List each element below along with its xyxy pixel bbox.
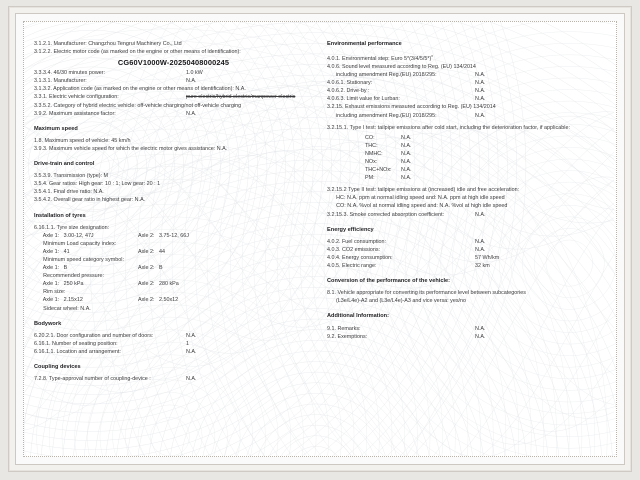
pollutant-name: NMHC: [365,150,383,157]
entry-label: 4.0.1. Environmental step: Euro $5*(3/4/5/5*)^x$ [327,54,433,62]
heading-conversion: Conversion of the performance of the vehicle: [327,278,451,285]
tyre-axle2: Axle 2: B [138,265,163,272]
page-middle-frame [15,13,625,465]
entry-row [34,375,313,383]
entry-row [327,289,606,297]
text-line: Recommended pressure: [34,273,105,280]
entry-label: 7.2.8. Type-approval number of coupling-device : [34,376,151,383]
pollutant-row [327,142,606,150]
entry-label: 4.0.6.3. Limit value for Lurban: [327,96,400,103]
coupling-entries [34,375,313,383]
entry-label: 3.1.3.2. Application code (as marked on the engine or other means of identification): N.A. [34,86,246,93]
entry-row [34,93,313,101]
entry-value: N.A. [475,88,486,95]
tyre-axle2: Axle 2: 280 kPa [138,281,179,288]
entry-label: including amendment Reg.(EU) 2018/295: [327,72,437,79]
entry-label: 9.2. Exemptions: [327,333,368,340]
entry-value: N.A. [475,96,486,103]
entry-label: including amendment Reg.(EU) 2018/295: [327,112,437,119]
pollutant-row [327,166,606,174]
entry-value: N.A. [186,110,197,117]
drive-train-entries [34,172,313,204]
entry-row [327,238,606,246]
entry-label: 6.16.1. Number of seating position: [34,340,118,347]
entry-label: 6.20.2.1. Door configuration and number of doors: [34,332,154,339]
entry-row [327,325,606,333]
text-line: 6.16.1.1. Tyre size designation: [34,224,110,231]
entry-label: 4.0.6.1. Stationary: [327,80,373,87]
heading-energy-efficiency: Energy efficiency [327,226,374,233]
max-speed-entries [34,137,313,153]
document-content [24,22,616,456]
entry-label: 3.9.2. Maximum assistance factor: [34,110,116,117]
environmental-entries [327,52,606,120]
entry-value: N.A. [475,211,486,218]
text-line: 3.2.15.2 Type II test: tailpipe emissions at (increased) idle and free acceleration: [327,187,520,194]
entry-label: 3.5.4.1. Final drive ratio: N.A. [34,189,104,196]
pollutant-name: THC: [365,142,378,149]
entry-label: 3.2.15. Exhaust emissions measured according to Reg. (EU) 134/2014 [327,104,496,111]
entry-row [327,262,606,270]
entry-label: 4.0.6.2. Drive-by : [327,88,370,95]
entry-row [34,196,313,204]
entry-row [34,48,313,56]
entry-label: 3.1.2.2. Electric motor code (as marked on the engine or other means of identification): [34,49,241,56]
entry-label: 6.16.1.1. Location and arrangement: [34,348,121,355]
entry-row [327,112,606,120]
tyre-axle-row [34,296,313,304]
entry-value: N.A. [186,332,197,339]
entry-row [327,333,606,341]
energy-efficiency-entries [327,238,606,270]
electric-motor-code: CG60V1000W-20250408000245 [117,58,230,68]
entry-label: 4.0.5. Electric range: [327,263,377,270]
entry-value: N.A. [186,348,197,355]
pollutant-value: N.A. [401,134,412,141]
entry-value: N.A. [475,80,486,87]
tyre-axle1: Axle 1: 41 [34,248,70,255]
entry-value: 1.0 kW [186,70,203,77]
entry-label: 8.1. Vehicle appropriate for converting its performance level between subcategories [327,290,526,297]
tyre-axle-row [34,248,313,256]
left-after-code-entries [34,69,313,118]
entry-row [327,95,606,103]
page-inner-frame [23,21,617,457]
entry-row [34,110,313,118]
entry-value: N.A. [475,72,486,79]
pollutant-name: THC+NOx: [365,167,392,174]
pollutant-row [327,174,606,182]
heading-additional-information: Additional Information: [327,313,389,320]
right-column [323,40,606,446]
entry-row [327,297,606,305]
entry-label: (L3e/L4e)-A2 and (L3e/L4e)-A3 and vice versa: yes/no [327,298,467,305]
entry-value: 57 Wh/km [475,254,500,261]
pollutant-value: N.A. [401,159,412,166]
page-outer-frame [8,6,632,472]
entry-row [327,79,606,87]
entry-label: 3.5.3.9. Transmission (type): M [34,173,108,180]
text-line: 3.2.15.1. Type I test: tailpipe emissions after cold start, including the deterioration factor, if applicable: [327,124,571,131]
entry-label: 1.8. Maximum speed of vehicle: 45 km/h [34,137,131,144]
pollutant-name: PM: [365,175,375,182]
entry-value: N.A. [186,376,197,383]
type2-test-block [327,186,606,218]
tyre-axle2: Axle 2: 2.50x12 [138,297,179,304]
pollutant-value: N.A. [401,167,412,174]
entry-label: 4.0.2. Fuel consumption: [327,238,387,245]
entry-row [327,254,606,262]
entry-row [34,348,313,356]
text-line: Sidecar wheel: N.A. [34,305,91,312]
bodywork-entries [34,332,313,356]
heading-maximum-speed: Maximum speed [34,125,78,132]
entry-row [34,85,313,93]
pollutant-value: N.A. [401,175,412,182]
entry-value: 1 [186,340,189,347]
pollutant-row [327,158,606,166]
text-line: Rim size: [34,289,66,296]
text-line: Minimum Load capacity index: [34,240,117,247]
entry-value: N.A. [186,78,197,85]
entry-row [327,246,606,254]
tyre-axle1: Axle 1: B [34,265,68,272]
text-line: CO: N.A. %vol at normal idling speed and: N.A. %vol at high idle speed [327,203,508,210]
tyre-axle1: Axle 1: 250 kPa [34,281,84,288]
footnote-marker: x [431,54,433,59]
tyre-axle-row [34,264,313,272]
pollutant-value: N.A. [401,150,412,157]
entry-value: pure electric/hybrid electric/manpower electric [186,94,296,101]
entry-row [34,172,313,180]
entry-value: N.A. [475,333,486,340]
entry-row [34,69,313,77]
entry-label: 3.3.3.4. 46/30 minutes power: [34,70,106,77]
entry-row [327,87,606,95]
entry-row [327,52,606,63]
entry-label: 3.9.3. Maximum vehicle speed for which the electric motor gives assistance: N.A. [34,145,228,152]
tyre-axle-row [34,280,313,288]
pollutant-row [327,150,606,158]
entry-label: 3.3.5.2. Category of hybrid electric vehicle: off-vehicle charging/not off-vehicle charging [34,102,242,109]
heading-bodywork: Bodywork [34,320,62,327]
entry-label: 3.5.4. Gear ratios: High gear: 10 : 1; Low gear: 20 : 1 [34,181,161,188]
additional-information-entries [327,325,606,341]
tyre-axle1: Axle 1: 2.15x12 [34,297,83,304]
entry-row [34,145,313,153]
entry-label: 3.1.2.1. Manufacturer: Changzhou Tengrui Machinery Co., Ltd [34,41,182,47]
heading-environmental-performance: Environmental performance [327,41,402,47]
entry-row [34,180,313,188]
heading-coupling-devices: Coupling devices [34,364,81,370]
entry-row [34,137,313,145]
entry-label: 4.0.3. CO2 emissions: [327,246,381,253]
type1-test-block [327,124,606,183]
entry-label: 4.0.6. Sound level measured according to Reg. (EU) 134/2014 [327,63,476,70]
entry-label: 4.0.4. Energy consumption: [327,254,393,261]
entry-label: 3.3.1. Electric vehicle configuration: [34,94,119,101]
tyre-axle-row [34,232,313,240]
entry-label: 3.5.4.2. Overall gear ratio in highest gear: N.A. [34,197,146,204]
pollutant-row [327,134,606,142]
heading-drive-train: Drive-train and control [34,161,95,168]
entry-value: N.A. [475,246,486,253]
pollutant-name: CO: [365,134,375,141]
entry-row [34,332,313,340]
tyre-axle2: Axle 2: 44 [138,248,165,255]
entry-row [327,211,606,219]
text-line: HC: N.A. ppm at normal idling speed and: N.A. ppm at high idle speed [327,195,505,202]
heading-installation-of-tyres: Installation of tyres [34,212,86,219]
entry-row [327,71,606,79]
entry-row [34,102,313,110]
conversion-entries [327,289,606,305]
entry-value: 32 km [475,263,490,270]
entry-value: N.A. [475,325,486,332]
entry-row [327,63,606,71]
tyre-axle2: Axle 2: 3.75-12, 66J [138,232,189,239]
entry-row [34,77,313,85]
entry-value: N.A. [475,238,486,245]
entry-row [34,40,313,48]
text-line: Minimum speed category symbol: [34,256,124,263]
left-column [34,40,313,446]
entry-label: 3.2.15.3. Smoke corrected absorption coefficient: [327,211,445,218]
pollutant-name: NOx: [365,159,378,166]
entry-value: N.A. [475,112,486,119]
tyre-entries [34,224,313,313]
tyre-axle1: Axle 1: 3.00-12, 47J [34,232,94,239]
entry-row [327,103,606,111]
entry-row [34,188,313,196]
entry-label: 9.1. Remarks: [327,325,361,332]
entry-label: 3.1.3.1. Manufacturer: [34,78,87,85]
entry-row [34,340,313,348]
pollutant-value: N.A. [401,142,412,149]
left-top-entries [34,40,313,56]
